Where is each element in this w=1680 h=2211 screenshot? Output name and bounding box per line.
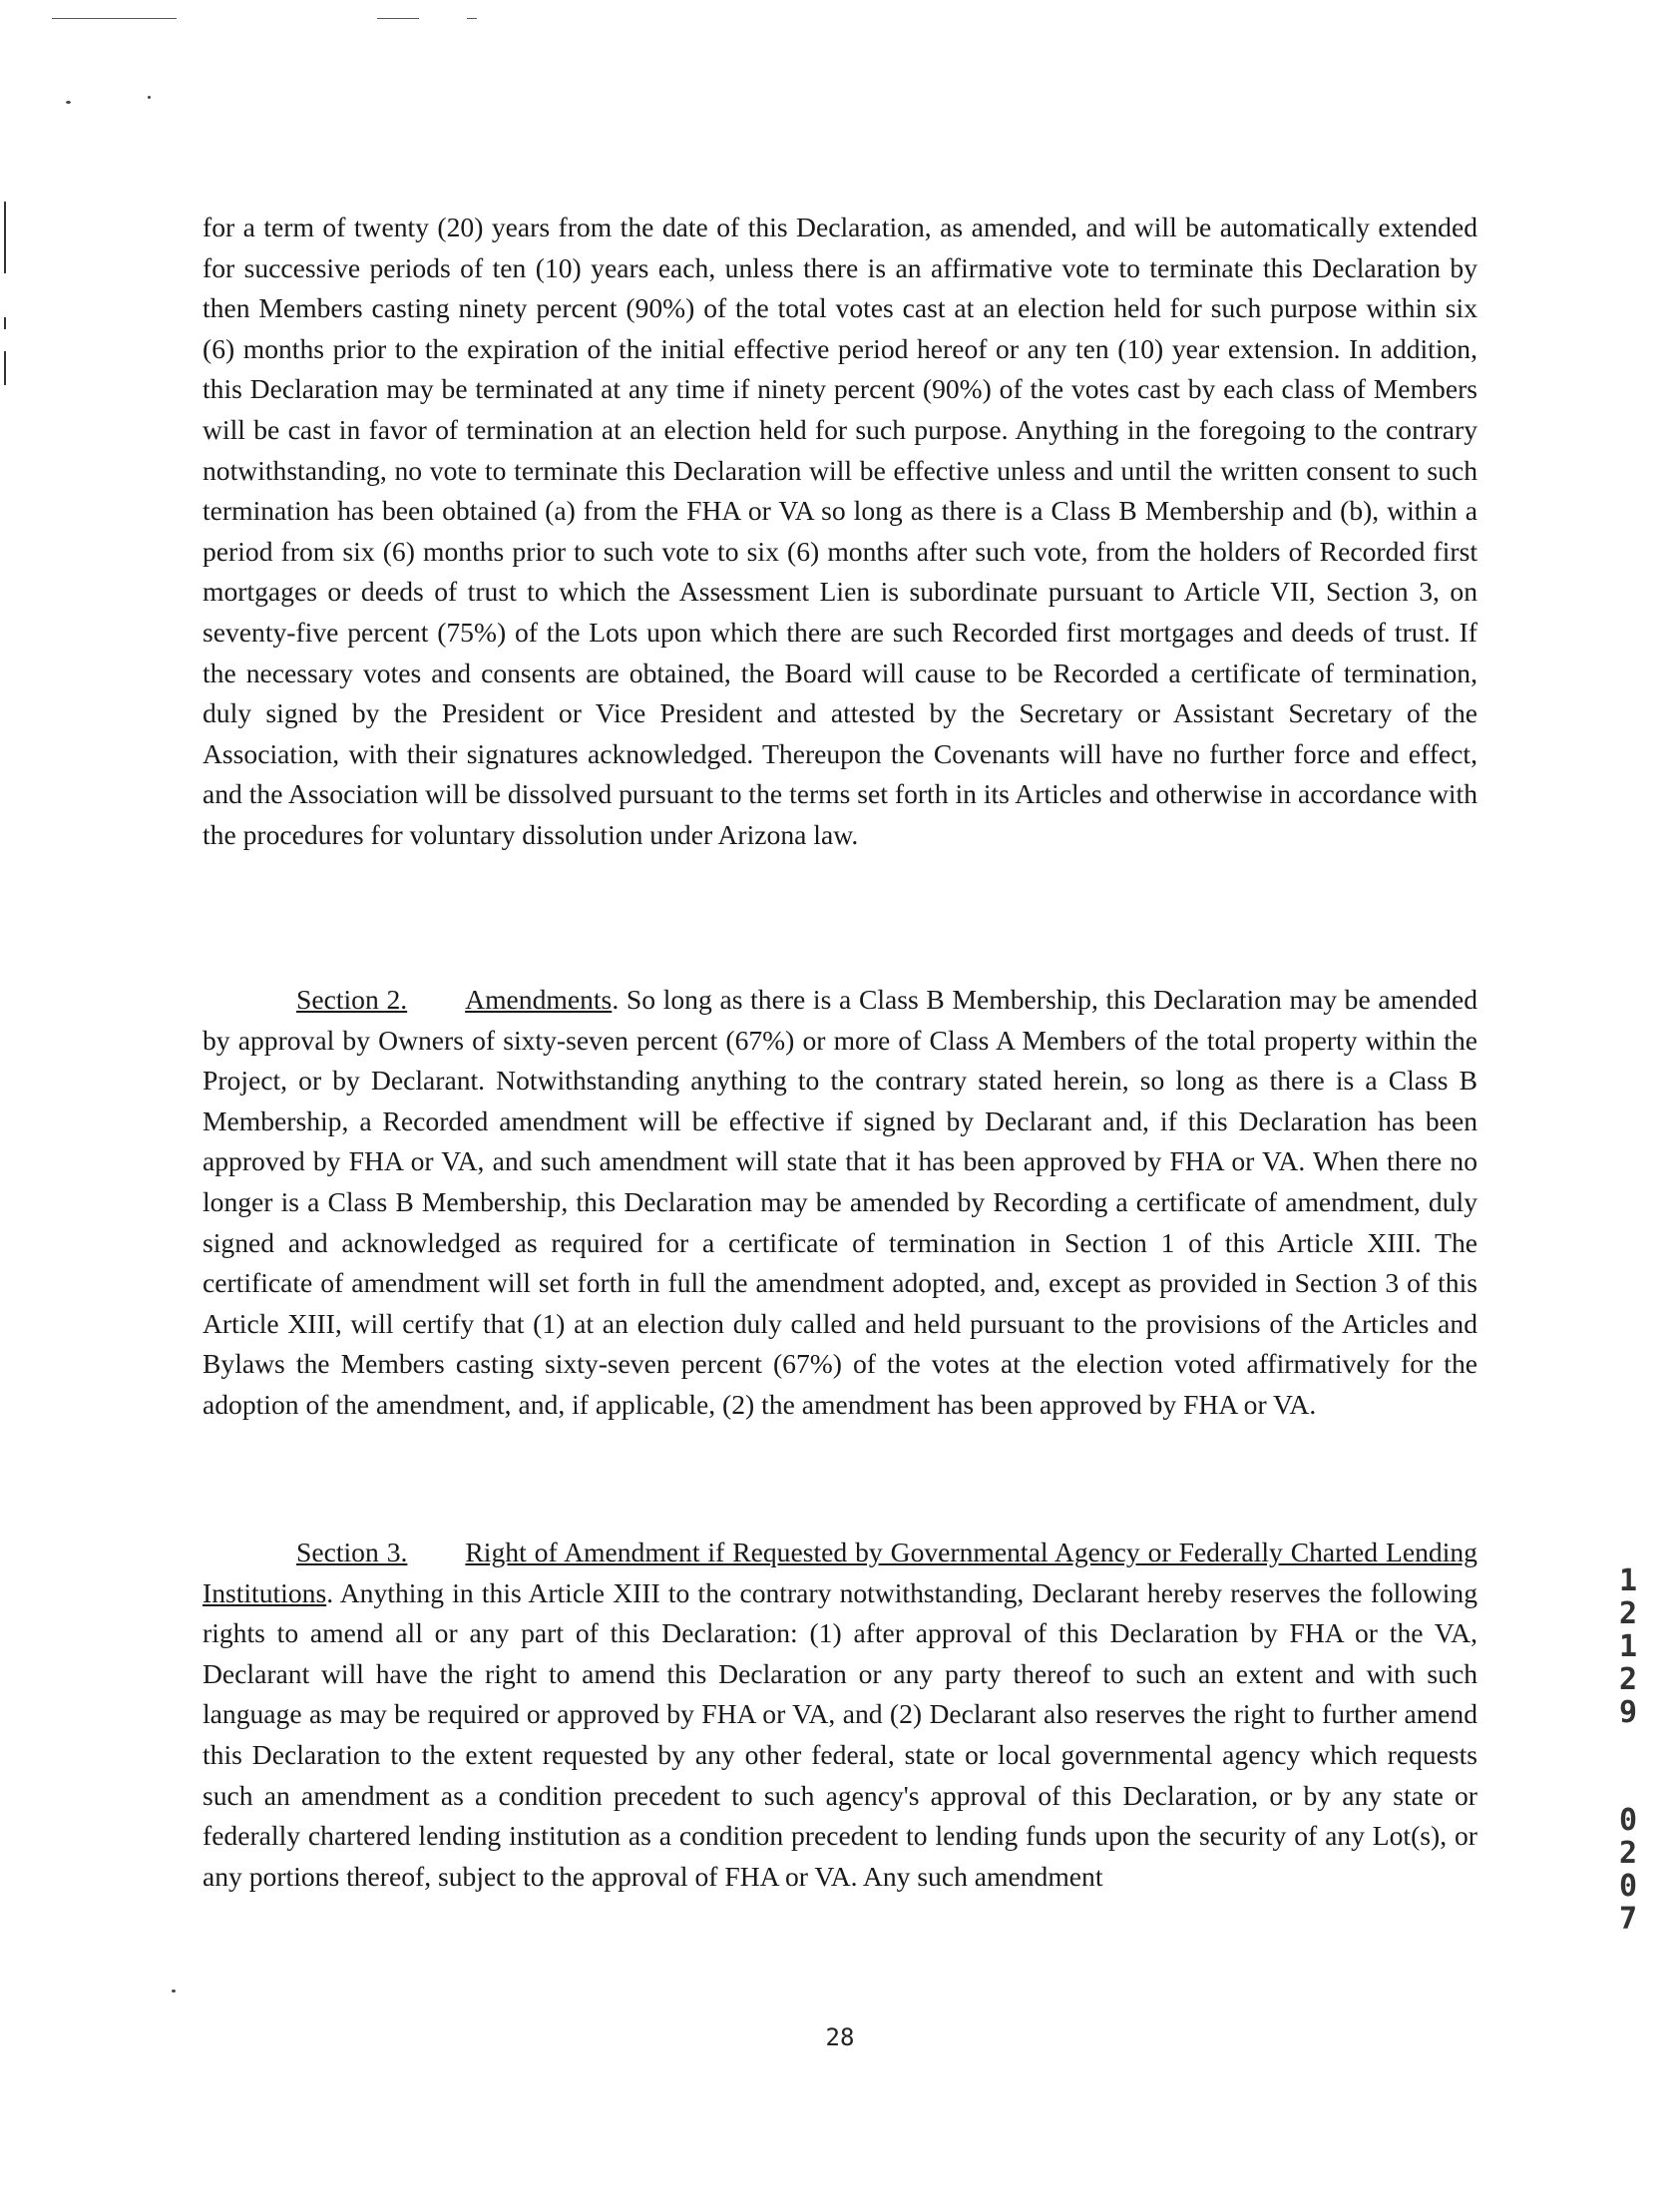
section-2-number: Section 2.	[296, 984, 408, 1015]
scan-artifact-speck	[66, 101, 71, 104]
section-2-paragraph	[203, 980, 1477, 1426]
scan-artifact-margin-line	[4, 351, 6, 385]
scan-artifact-margin-line	[4, 202, 6, 273]
section-2-text: . So long as there is a Class B Membership, this Declaration may be amended by approval by Owners of sixty-seven percent (67%) or more of Class A Members of the total property within the Project, or by Declarant. Notwithstanding anything to the contrary stated herein, so long as there is a Class B Membership, a Recorded amendment will be effective if signed by Declarant and, if this Declaration has been approved by FHA or VA, and such amendment will state that it has been approved by FHA or VA. When there no longer is a Class B Membership, this Declaration may be amended by Recording a certificate of amendment, duly signed and acknowledged as required for a certificate of termination in Section 1 of this Article XIII. The certificate of amendment will set forth in full the amendment adopted, and, except as provided in Section 3 of this Article XIII, will certify that (1) at an election duly called and held pursuant to the provisions of the Articles and Bylaws the Members casting sixty-seven percent (67%) of the votes at the election voted affirmatively for the adoption of the amendment, and, if applicable, (2) the amendment has been approved by FHA or VA.	[203, 984, 1477, 1420]
section-3-paragraph	[203, 1533, 1477, 1897]
section-3-number: Section 3.	[296, 1537, 408, 1567]
scan-artifact-speck	[148, 96, 151, 99]
recording-stamp-top-digits: 12129	[1618, 1563, 1638, 1730]
scan-artifact-rule	[377, 18, 419, 19]
section-3-title: Right of Amendment if Requested by Governmental Agency or Federally Charted Lending Institutions	[203, 1537, 1477, 1608]
scan-artifact-rule	[467, 18, 477, 19]
section-2-title: Amendments	[465, 984, 613, 1015]
section-3-text: . Anything in this Article XIII to the contrary notwithstanding, Declarant hereby reserves the following rights to amend all or any part of this Declaration: (1) after approval of this Declaration by FHA or the VA, Declarant will have the right to amend this Declaration or any party thereof to such an extent and with such language as may be required or approved by FHA or VA, and (2) Declarant also reserves the right to further amend this Declaration to the extent requested by any other federal, state or local governmental agency which requests such an amendment as a condition precedent to such agency's approval of this Declaration, or by any state or federally chartered lending institution as a condition precedent to lending funds upon the security of any Lot(s), or any portions thereof, subject to the approval of FHA or VA. Any such amendment	[203, 1576, 1477, 1892]
scan-artifact-speck	[172, 1990, 176, 1992]
scan-artifact-margin-line	[4, 317, 6, 329]
recording-stamp-top	[1608, 1564, 1648, 1729]
paragraph-termination: for a term of twenty (20) years from the date of this Declaration, as amended, and will be automatically extended for successive periods of ten (10) years each, unless there is an affirmative vote to terminate this Declaration by then Members casting ninety percent (90%) of the total votes cast at an election held for such purpose within six (6) months prior to the expiration of the initial effective period hereof or any ten (10) year extension. In addition, this Declaration may be terminated at any time if ninety percent (90%) of the votes cast by each class of Members will be cast in favor of termination at an election held for such purpose. Anything in the foregoing to the contrary notwithstanding, no vote to terminate this Declaration will be effective unless and until the written consent to such termination has been obtained (a) from the FHA or VA so long as there is a Class B Membership and (b), within a period from six (6) months prior to such vote to six (6) months after such vote, from the holders of Recorded first mortgages or deeds of trust to which the Assessment Lien is subordinate pursuant to Article VII, Section 3, on seventy-five percent (75%) of the Lots upon which there are such Recorded first mortgages and deeds of trust. If the necessary votes and consents are obtained, the Board will cause to be Recorded a certificate of termination, duly signed by the President or Vice President and attested by the Secretary or Assistant Secretary of the Association, with their signatures acknowledged. Thereupon the Covenants will have no further force and effect, and the Association will be dissolved pursuant to the terms set forth in its Articles and otherwise in accordance with the procedures for voluntary dissolution under Arizona law.	[203, 212, 1477, 850]
recording-stamp-bottom-digits: 0207	[1618, 1803, 1638, 1937]
scan-artifact-rule	[52, 18, 177, 19]
page-number: 28	[825, 2023, 855, 2051]
recording-stamp-bottom	[1608, 1804, 1648, 1936]
